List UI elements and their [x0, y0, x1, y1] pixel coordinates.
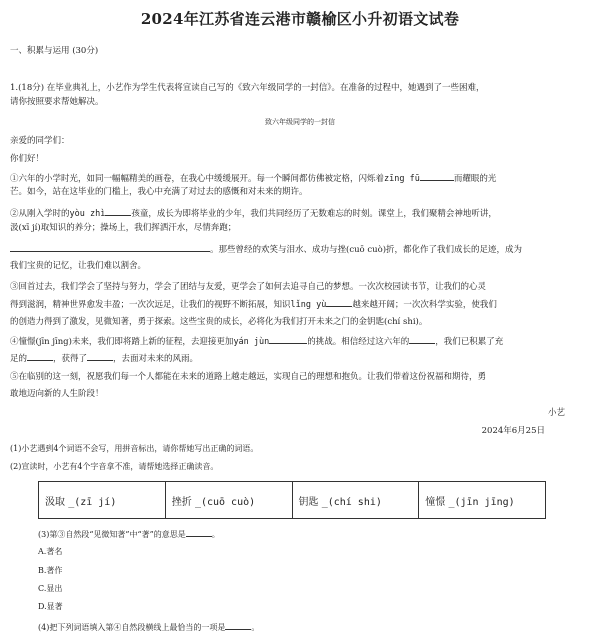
pinyin-options: _(chí shi): [321, 496, 382, 508]
blank-4[interactable]: [269, 334, 307, 344]
p3-text-c: 越来越开阔；一次次科学实验，使我们: [352, 300, 497, 310]
answer-blank-3[interactable]: [186, 527, 212, 537]
blank-6[interactable]: [27, 351, 53, 361]
letter-hello: 你们好！: [10, 154, 45, 164]
option-c[interactable]: C.显出: [38, 584, 63, 593]
paragraph-5-line1: ⑤在临别的这一刻，祝愿我们每一个人都能在未来的道路上越走越远，实现自己的理想和抱负。让我们带着这份祝福和期待，勇: [10, 372, 487, 382]
p4-text-a: ④憧憬(jīn jīng)未来，我们即将踏上新的征程，去迎接更加: [10, 337, 234, 347]
paragraph-3-line1: ③回首过去，我们学会了坚持与努力，学会了团结与友爱，更学会了如何去追寻自己的梦想。一次次校园读书节，让我们的心灵: [10, 282, 487, 292]
question-intro-line1: 1.(18分) 在毕业典礼上，小艺作为学生代表将宣读自己写的《致六年级同学的一封信》。在准备的过程中，她遇到了一些困难，: [10, 83, 485, 93]
letter-signature: 小艺: [547, 408, 565, 418]
option-d[interactable]: D.显著: [38, 602, 63, 611]
document-title: 2024年江苏省连云港市赣榆区小升初语文试卷: [140, 10, 460, 28]
sub-question-4: (4)把下列词语填入第④自然段横线上最恰当的一项是 。: [38, 620, 259, 633]
sub-question-3: (3)第③自然段“见微知著”中“著”的意思是 。: [38, 527, 220, 540]
p1-text-a: ①六年的小学时光，如同一幅幅精美的画卷，在我心中缓缓展开。每一个瞬间都仿佛被定格，闪烁着: [10, 174, 385, 184]
option-b[interactable]: B.著作: [38, 566, 63, 575]
paragraph-2-line1: [10, 206, 497, 221]
p3-pinyin: lǐng yù: [290, 300, 327, 310]
table-row: [39, 482, 546, 519]
p4-text-b: 的挑战。相信经过这六年的: [307, 337, 410, 347]
p2-pinyin: yòu zhì: [69, 209, 106, 219]
word: 挫折: [171, 496, 192, 508]
pinyin-options: _(zī jí): [68, 496, 117, 508]
pinyin-options: _(jīn jīng): [448, 496, 515, 508]
pronunciation-table: [38, 481, 546, 519]
p1-text-b: 而耀眼的光: [453, 174, 497, 184]
blank-7[interactable]: [87, 351, 113, 361]
word: 憧憬: [425, 496, 446, 508]
paragraph-1-line2: 芒。如今，站在这毕业的门槛上，我心中充满了对过去的感慨和对未来的期许。: [10, 187, 308, 197]
table-cell[interactable]: [165, 482, 292, 519]
paragraph-2-line3: [10, 242, 522, 257]
p4-pinyin: yán jùn: [233, 337, 270, 347]
p2-text-d: 。那些曾经的欢笑与泪水、成功与挫(cuō cuò)折，都化作了我们成长的足迹，成为: [210, 245, 523, 255]
sub-question-3-text: (3)第③自然段“见微知著”中“著”的意思是: [38, 530, 186, 539]
paragraph-5-line2: 敢地迈向新的人生阶段！: [10, 389, 104, 399]
blank-5[interactable]: [409, 334, 435, 344]
blank-sentence[interactable]: [10, 242, 210, 252]
paragraph-4-line1: [10, 334, 503, 349]
paragraph-4-line2: [10, 351, 198, 366]
paragraph-3-line3: 的创造力得到了激发，见微知著，勇于探索。这些宝贵的成长，必将化为我们打开未来之门的金钥匙(chí shi)。: [10, 317, 428, 327]
letter-greeting: 亲爱的同学们：: [10, 136, 70, 146]
word: 汲取: [45, 496, 65, 508]
table-cell[interactable]: [292, 482, 419, 519]
question-intro-line2: 请你按照要求帮她解决。: [10, 97, 104, 107]
table-cell[interactable]: [39, 482, 166, 519]
sub-question-1: (1)小艺遇到4个词语不会写，用拼音标出，请你帮她写出正确的词语。: [10, 444, 259, 453]
p2-text-b: 孩童，成长为即将毕业的少年，我们共同经历了无数难忘的时刻。课堂上，我们聚精会神地听讲，: [131, 209, 497, 219]
p4-text-f: ，去面对未来的风雨。: [113, 354, 199, 364]
p4-text-e: ，获得了: [53, 354, 88, 364]
section-title: 一、积累与运用 (30分): [10, 46, 99, 56]
p4-text-d: 足的: [10, 354, 28, 364]
sub-question-2: (2)宣读时，小艺有4个字音拿不准，请帮她选择正确读音。: [10, 462, 219, 471]
blank-1[interactable]: [420, 171, 454, 181]
paragraph-3-line2: [10, 297, 497, 312]
word: 钥匙: [298, 496, 319, 508]
p3-text-b: 得到滋润，精神世界愈发丰盈；一次次远足，让我们的视野不断拓展，知识: [10, 300, 291, 310]
option-a[interactable]: A.著名: [38, 547, 63, 556]
blank-2[interactable]: [105, 206, 131, 216]
table-cell[interactable]: [419, 482, 546, 519]
pinyin-options: _(cuō cuò): [194, 496, 256, 508]
letter-title: 致六年级同学的一封信: [265, 118, 335, 126]
p4-text-c: ，我们已积累了充: [435, 337, 504, 347]
blank-3[interactable]: [326, 297, 352, 307]
p1-pinyin: zīng fū: [384, 174, 420, 184]
answer-blank-4[interactable]: [225, 620, 251, 630]
sub-question-4-text: (4)把下列词语填入第④自然段横线上最恰当的一项是: [38, 623, 226, 632]
letter-date: 2024年6月25日: [481, 426, 545, 436]
paragraph-2-line4: 我们宝贵的记忆，让我们难以割舍。: [10, 261, 147, 271]
paragraph-1-line1: [10, 171, 496, 186]
p2-text-a: ②从刚入学时的: [10, 209, 70, 219]
paragraph-2-line2: 汲(xī jí)取知识的养分；操场上，我们挥洒汗水，尽情奔跑；: [10, 223, 237, 233]
